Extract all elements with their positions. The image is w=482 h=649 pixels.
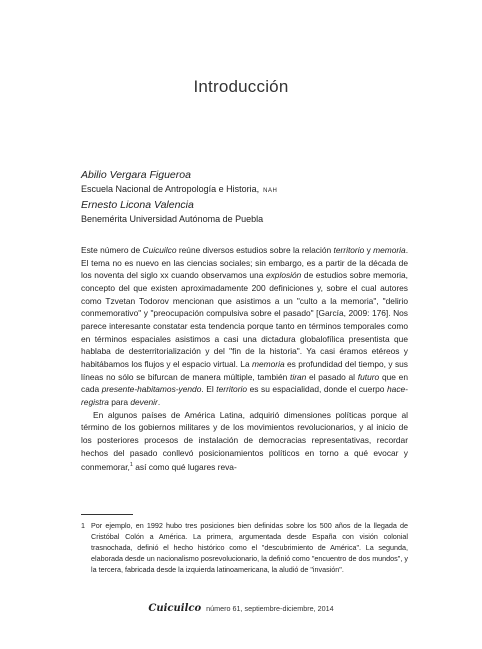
journal-logo: Cuicuilco	[148, 603, 202, 614]
body-text	[81, 244, 408, 474]
footnote-reference[interactable]: 1	[129, 462, 133, 469]
affiliation-abbreviation: NAH	[263, 188, 278, 194]
footnote-text: Por ejemplo, en 1992 hubo tres posiciones bien definidas sobre los 500 años de la llegada de Cristóbal Colón a América. La primera, argumentada desde España con visión colonial trasnochada, definió el hecho histórico como el "descubrimiento de América". La segunda, elaborada desde un nacionalismo posrevolucionario, la definió como "encuentro de dos mundos", y la tercera, fabricada desde la izquierda latinoamericana, la aludió de "invasión".	[91, 521, 408, 574]
footnote-divider	[81, 514, 133, 515]
issue-info: número 61, septiembre-diciembre, 2014	[206, 604, 334, 613]
page-footer	[0, 603, 482, 614]
authors-block	[81, 168, 421, 226]
author-name: Abilio Vergara Figueroa	[81, 169, 191, 181]
affiliation-text: Escuela Nacional de Antropología e Historia,	[81, 184, 260, 194]
author-affiliation	[81, 182, 421, 198]
author-name: Ernesto Licona Valencia	[81, 199, 194, 211]
author-affiliation: Benemérita Universidad Autónoma de Puebla	[81, 214, 264, 224]
footnote-number: 1	[81, 521, 85, 530]
paragraph: Este número de Cuicuilco reúne diversos estudios sobre la relación territorio y memoria. El tema no es nuevo en las ciencias sociales; sin embargo, es a partir de la década de los noventa del siglo xx cuando observamos una explosión de estudios sobre memoria, concepto del que existen aproximadamente 200 definiciones y, sobre el cual autores como Tzvetan Todorov mencionan que asistimos a un "culto a la memoria", "delirio conmemorativo" y "preocupación compulsiva sobre el pasado" [García, 2009: 176]. Nos parece interesante constatar esta tendencia porque tanto en términos temporales como en términos espaciales asistimos a casi una dictadura globalofílica presentista que hablaba de desterritorialización y del "fin de la historia". Ya casi éramos etéreos y habitábamos los flujos y el espacio virtual. La memoria es profundidad del tiempo, y sus líneas no sólo se bifurcan de manera múltiple, también tiran el pasado al futuro que en cada presente-habitamos-yendo. El territorio es su espacialidad, donde el cuerpo hace-registra para devenir.	[81, 245, 409, 407]
footnote	[81, 520, 408, 575]
paragraph: En algunos países de América Latina, adquirió dimensiones políticas porque al término de los gobiernos militares y de los movimientos revolucionarios, y al inicio de los posteriores procesos de instalación de democracias representativas, recordar hechos del pasado conllevó posicionamientos políticos en torno a qué evocar y conmemorar,$^1$ así como qué lugares reva-	[81, 409, 408, 472]
page-title: Introducción	[193, 77, 289, 96]
